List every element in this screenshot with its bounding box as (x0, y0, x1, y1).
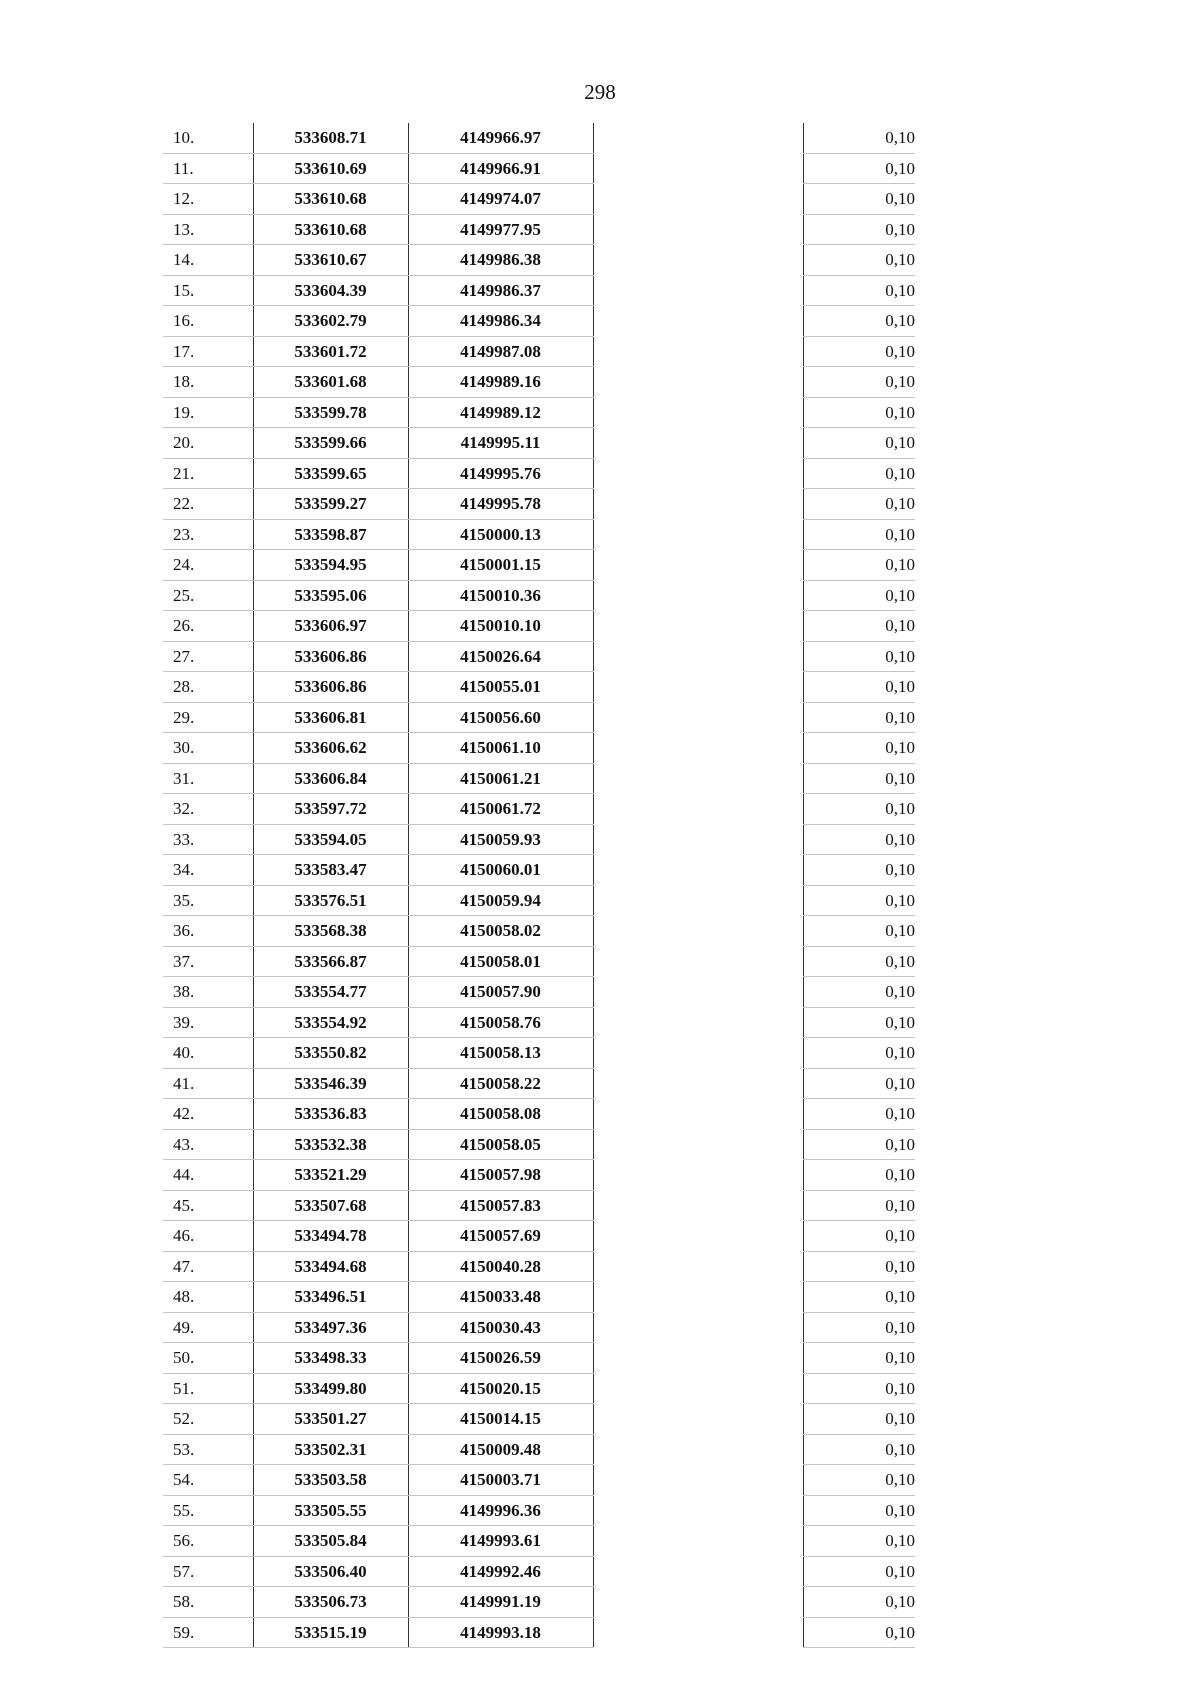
accuracy-value: 0,10 (885, 799, 915, 818)
point-number: 35. (173, 890, 195, 910)
coordinate-y: 4149977.95 (460, 219, 541, 239)
point-number: 11. (173, 158, 194, 178)
coordinate-x: 533498.33 (294, 1348, 367, 1367)
coordinate-y: 4149993.61 (460, 1531, 541, 1550)
coordinate-x: 533608.71 (294, 128, 367, 147)
coordinate-x: 533610.67 (294, 250, 367, 269)
accuracy-value: 0,10 (885, 1561, 915, 1581)
coordinate-y: 4150000.13 (460, 524, 541, 544)
coordinate-x: 533610.69 (294, 158, 367, 178)
coordinate-x: 533566.87 (294, 951, 367, 971)
coordinate-y: 4150026.64 (460, 646, 541, 666)
point-number: 30. (173, 738, 195, 757)
accuracy-value: 0,10 (885, 189, 915, 208)
point-number: 29. (173, 707, 195, 727)
point-number: 33. (173, 829, 195, 849)
coordinate-x: 533599.27 (294, 494, 367, 513)
point-number: 39. (173, 1012, 195, 1032)
coordinate-x: 533606.86 (294, 646, 367, 666)
coordinate-x: 533521.29 (294, 1165, 367, 1184)
coordinate-x: 533501.27 (294, 1409, 367, 1428)
accuracy-value: 0,10 (885, 158, 915, 178)
point-number: 43. (173, 1134, 195, 1154)
point-number: 45. (173, 1195, 195, 1215)
accuracy-value: 0,10 (885, 280, 915, 300)
accuracy-value: 0,10 (885, 677, 915, 696)
coordinate-x: 533606.81 (294, 707, 367, 727)
point-number: 10. (173, 128, 195, 147)
coordinate-y: 4150010.10 (460, 616, 541, 635)
coordinate-x: 533594.95 (294, 555, 367, 574)
accuracy-value: 0,10 (885, 1104, 915, 1123)
coordinate-x: 533595.06 (294, 585, 367, 605)
accuracy-value: 0,10 (885, 1439, 915, 1459)
point-number: 31. (173, 768, 195, 788)
accuracy-value: 0,10 (885, 524, 915, 544)
point-number: 48. (173, 1287, 195, 1306)
accuracy-value: 0,10 (885, 585, 915, 605)
coordinate-y: 4150040.28 (460, 1256, 541, 1276)
point-number: 22. (173, 494, 195, 513)
coordinate-y: 4149986.34 (460, 311, 541, 330)
accuracy-value: 0,10 (885, 1378, 915, 1398)
accuracy-value: 0,10 (885, 1531, 915, 1550)
coordinate-x: 533505.55 (294, 1500, 367, 1520)
coordinate-x: 533601.68 (294, 372, 367, 391)
accuracy-value: 0,10 (885, 402, 915, 422)
coordinate-y: 4150057.83 (460, 1195, 541, 1215)
accuracy-value: 0,10 (885, 1622, 915, 1642)
accuracy-value: 0,10 (885, 707, 915, 727)
coordinate-x: 533506.40 (294, 1561, 367, 1581)
coordinate-x: 533505.84 (294, 1531, 367, 1550)
coordinate-x: 533599.65 (294, 463, 367, 483)
coordinate-y: 4150061.21 (460, 768, 541, 788)
coordinate-x: 533606.84 (294, 768, 367, 788)
coordinate-x: 533532.38 (294, 1134, 367, 1154)
coordinate-x: 533497.36 (294, 1317, 367, 1337)
coordinate-x: 533502.31 (294, 1439, 367, 1459)
coordinate-y: 4150058.02 (460, 921, 541, 940)
accuracy-value: 0,10 (885, 738, 915, 757)
coordinate-x: 533506.73 (294, 1592, 367, 1611)
point-number: 17. (173, 341, 195, 361)
point-number: 44. (173, 1165, 195, 1184)
coordinate-y: 4149966.97 (460, 128, 541, 147)
coordinate-y: 4149996.36 (460, 1500, 541, 1520)
coordinate-x: 533507.68 (294, 1195, 367, 1215)
point-number: 28. (173, 677, 195, 696)
accuracy-value: 0,10 (885, 1226, 915, 1245)
coordinate-x: 533610.68 (294, 219, 367, 239)
coordinate-y: 4150026.59 (460, 1348, 541, 1367)
coordinate-y: 4150059.93 (460, 829, 541, 849)
point-number: 46. (173, 1226, 195, 1245)
point-number: 24. (173, 555, 195, 574)
coordinate-y: 4150058.76 (460, 1012, 541, 1032)
point-number: 25. (173, 585, 195, 605)
coordinate-x: 533599.66 (294, 433, 367, 452)
coordinate-y: 4150020.15 (460, 1378, 541, 1398)
coordinate-y: 4149989.16 (460, 372, 541, 391)
coordinate-y: 4150058.01 (460, 951, 541, 971)
coordinate-x: 533597.72 (294, 799, 367, 818)
point-number: 42. (173, 1104, 195, 1123)
point-number: 26. (173, 616, 195, 635)
accuracy-value: 0,10 (885, 982, 915, 1001)
coordinate-x: 533602.79 (294, 311, 367, 330)
accuracy-value: 0,10 (885, 921, 915, 940)
point-number: 40. (173, 1043, 195, 1062)
coordinate-y: 4149987.08 (460, 341, 541, 361)
coordinate-y: 4150057.69 (460, 1226, 541, 1245)
accuracy-value: 0,10 (885, 311, 915, 330)
coordinate-x: 533583.47 (294, 860, 367, 879)
coordinate-y: 4149991.19 (460, 1592, 541, 1611)
accuracy-value: 0,10 (885, 433, 915, 452)
point-number: 20. (173, 433, 195, 452)
page-number: 298 (584, 80, 616, 104)
coordinate-y: 4150001.15 (460, 555, 541, 574)
accuracy-value: 0,10 (885, 890, 915, 910)
accuracy-value: 0,10 (885, 860, 915, 879)
coordinate-y: 4149986.38 (460, 250, 541, 269)
accuracy-value: 0,10 (885, 128, 915, 147)
point-number: 55. (173, 1500, 195, 1520)
coordinate-y: 4150058.13 (460, 1043, 541, 1062)
coordinate-y: 4150059.94 (460, 890, 541, 910)
accuracy-value: 0,10 (885, 463, 915, 483)
accuracy-value: 0,10 (885, 494, 915, 513)
accuracy-value: 0,10 (885, 1195, 915, 1215)
coordinate-y: 4150061.72 (460, 799, 541, 818)
coordinate-x: 533546.39 (294, 1073, 367, 1093)
point-number: 36. (173, 921, 195, 940)
point-number: 47. (173, 1256, 195, 1276)
coordinate-y: 4149974.07 (460, 189, 541, 208)
point-number: 49. (173, 1317, 195, 1337)
coordinate-y: 4150058.05 (460, 1134, 541, 1154)
coordinate-y: 4150057.98 (460, 1165, 541, 1184)
accuracy-value: 0,10 (885, 616, 915, 635)
coordinate-y: 4150060.01 (460, 860, 541, 879)
coordinate-x: 533494.68 (294, 1256, 367, 1276)
coordinate-y: 4150033.48 (460, 1287, 541, 1306)
point-number: 54. (173, 1470, 195, 1489)
point-number: 18. (173, 372, 195, 391)
accuracy-value: 0,10 (885, 1256, 915, 1276)
point-number: 58. (173, 1592, 195, 1611)
accuracy-value: 0,10 (885, 1043, 915, 1062)
point-number: 38. (173, 982, 195, 1001)
coordinate-y: 4149989.12 (460, 402, 541, 422)
blank-column (594, 123, 803, 1648)
coordinate-x: 533554.77 (294, 982, 367, 1001)
accuracy-value: 0,10 (885, 1409, 915, 1428)
point-number: 51. (173, 1378, 195, 1398)
point-number: 53. (173, 1439, 195, 1459)
accuracy-value: 0,10 (885, 1165, 915, 1184)
coordinates-table (163, 123, 915, 1648)
accuracy-value: 0,10 (885, 1317, 915, 1337)
coordinate-y: 4150061.10 (460, 738, 541, 757)
point-number: 21. (173, 463, 195, 483)
point-number: 19. (173, 402, 195, 422)
accuracy-value: 0,10 (885, 372, 915, 391)
accuracy-value: 0,10 (885, 1073, 915, 1093)
coordinate-y: 4150057.90 (460, 982, 541, 1001)
accuracy-value: 0,10 (885, 951, 915, 971)
accuracy-value: 0,10 (885, 1134, 915, 1154)
point-number: 12. (173, 189, 195, 208)
coordinate-y: 4150009.48 (460, 1439, 541, 1459)
accuracy-value: 0,10 (885, 1287, 915, 1306)
coordinate-x: 533494.78 (294, 1226, 367, 1245)
point-number: 23. (173, 524, 195, 544)
accuracy-value: 0,10 (885, 1470, 915, 1489)
point-number: 37. (173, 951, 195, 971)
coordinate-x: 533606.86 (294, 677, 367, 696)
coordinate-x: 533554.92 (294, 1012, 367, 1032)
coordinate-x: 533536.83 (294, 1104, 367, 1123)
coordinate-y: 4150003.71 (460, 1470, 541, 1489)
accuracy-value: 0,10 (885, 1592, 915, 1611)
point-number: 27. (173, 646, 195, 666)
coordinate-y: 4150056.60 (460, 707, 541, 727)
point-number: 41. (173, 1073, 195, 1093)
coordinate-y: 4150058.08 (460, 1104, 541, 1123)
point-number: 52. (173, 1409, 195, 1428)
accuracy-value: 0,10 (885, 555, 915, 574)
coordinate-x: 533594.05 (294, 829, 367, 849)
accuracy-value: 0,10 (885, 1348, 915, 1367)
coordinate-y: 4149995.76 (460, 463, 541, 483)
accuracy-value: 0,10 (885, 646, 915, 666)
point-number: 50. (173, 1348, 195, 1367)
accuracy-value: 0,10 (885, 250, 915, 269)
accuracy-value: 0,10 (885, 1500, 915, 1520)
point-number: 57. (173, 1561, 195, 1581)
point-number: 59. (173, 1622, 195, 1642)
accuracy-value: 0,10 (885, 341, 915, 361)
coordinate-y: 4149995.11 (460, 433, 541, 452)
point-number: 15. (173, 280, 195, 300)
coordinate-x: 533499.80 (294, 1378, 367, 1398)
point-number: 56. (173, 1531, 195, 1550)
coordinate-x: 533496.51 (294, 1287, 367, 1306)
coordinate-y: 4149995.78 (460, 494, 541, 513)
point-number: 16. (173, 311, 195, 330)
coordinate-y: 4150030.43 (460, 1317, 541, 1337)
coordinate-y: 4149992.46 (460, 1561, 541, 1581)
accuracy-value: 0,10 (885, 219, 915, 239)
point-number: 14. (173, 250, 195, 269)
coordinate-x: 533598.87 (294, 524, 367, 544)
coordinate-y: 4149986.37 (460, 280, 541, 300)
coordinate-x: 533515.19 (294, 1622, 367, 1642)
accuracy-value: 0,10 (885, 768, 915, 788)
coordinate-x: 533568.38 (294, 921, 367, 940)
coordinate-y: 4149966.91 (460, 158, 541, 178)
point-number: 32. (173, 799, 195, 818)
coordinate-y: 4150058.22 (460, 1073, 541, 1093)
coordinate-y: 4150055.01 (460, 677, 541, 696)
point-number: 34. (173, 860, 195, 879)
coordinate-x: 533601.72 (294, 341, 367, 361)
coordinate-x: 533503.58 (294, 1470, 367, 1489)
coordinate-x: 533576.51 (294, 890, 367, 910)
coordinate-x: 533599.78 (294, 402, 367, 422)
coordinate-x: 533606.97 (294, 616, 367, 635)
accuracy-value: 0,10 (885, 1012, 915, 1032)
coordinate-y: 4149993.18 (460, 1622, 541, 1642)
coordinate-x: 533550.82 (294, 1043, 367, 1062)
coordinate-x: 533604.39 (294, 280, 367, 300)
coordinate-x: 533606.62 (294, 738, 367, 757)
coordinate-y: 4150014.15 (460, 1409, 541, 1428)
accuracy-value: 0,10 (885, 829, 915, 849)
point-number: 13. (173, 219, 195, 239)
coordinate-y: 4150010.36 (460, 585, 541, 605)
coordinate-x: 533610.68 (294, 189, 367, 208)
